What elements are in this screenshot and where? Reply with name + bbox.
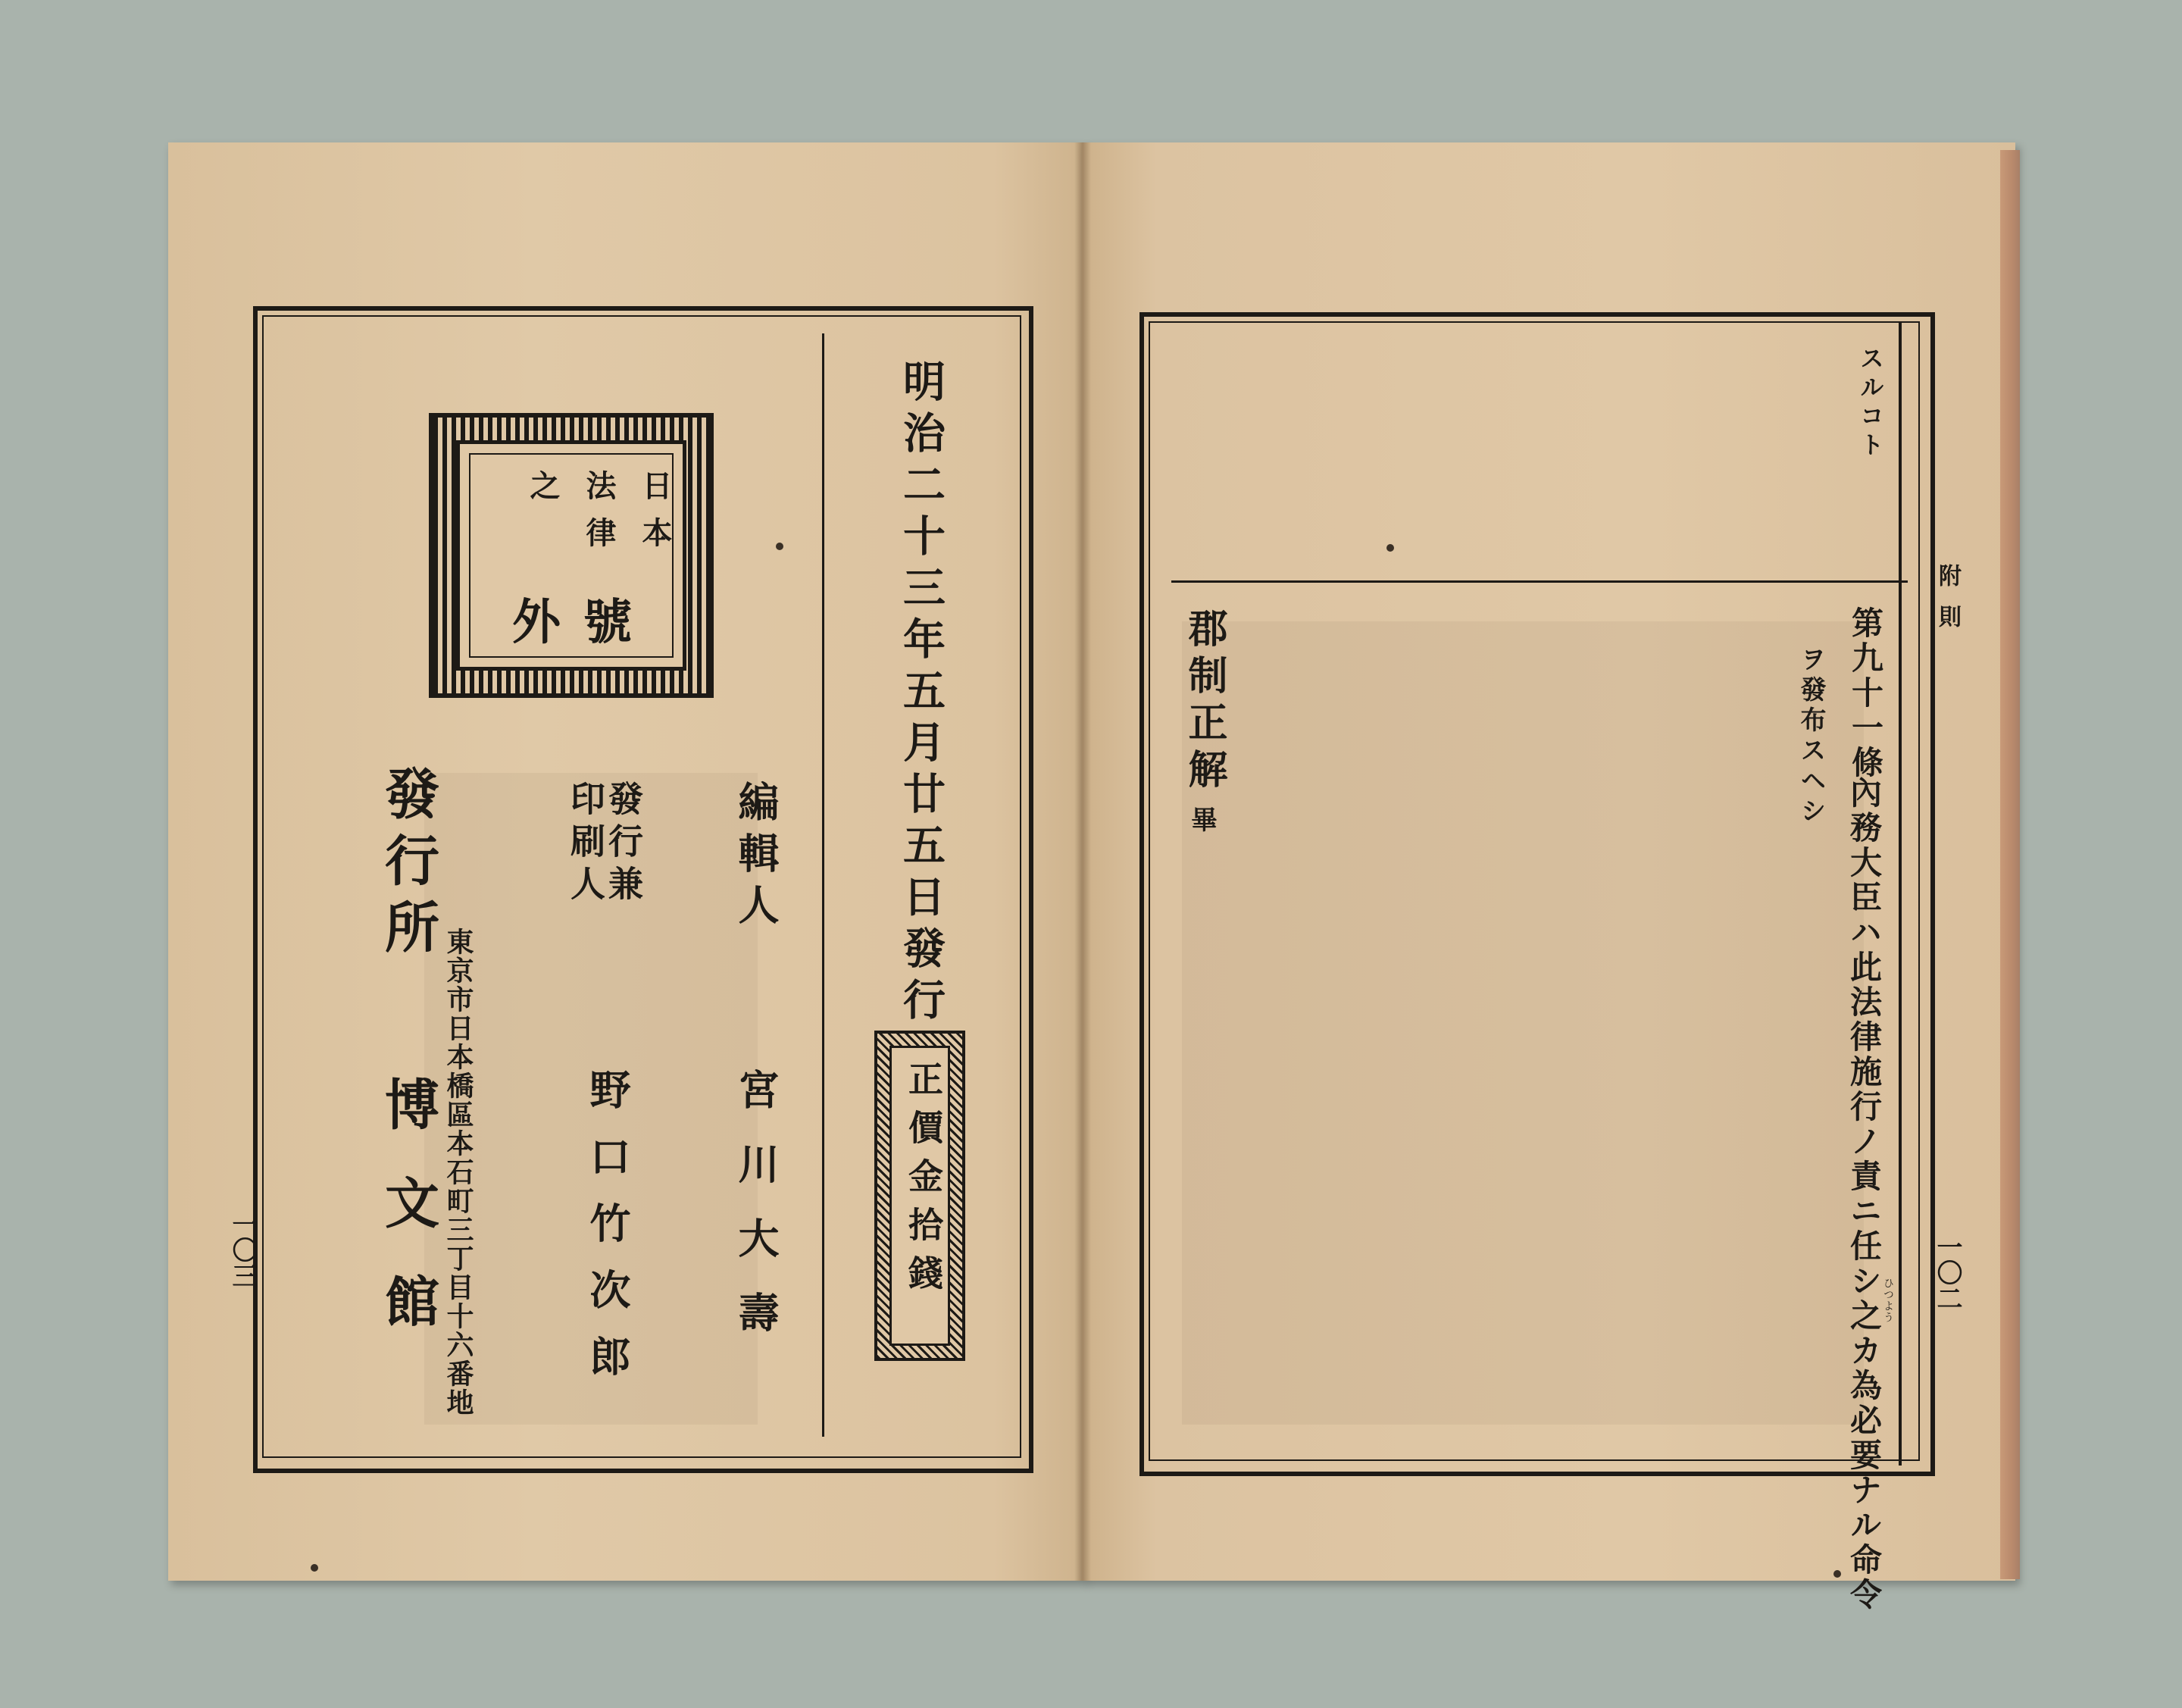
publisher-name: 野口竹次郎 (583, 1068, 632, 1402)
page-edge (2000, 150, 2020, 1579)
text-column-rule (1899, 321, 1902, 1466)
issuer-name: 博文館 (376, 1076, 440, 1372)
issuer-label: 發行所 (376, 765, 440, 965)
page-number-right: 一〇二 (1932, 1234, 1962, 1311)
colophon-divider (822, 333, 824, 1437)
page-number-left: 一〇三 (227, 1211, 258, 1288)
publisher-role-bottom: 印刷人 (565, 780, 606, 908)
book-spine (1074, 142, 1091, 1581)
issuer-address: 東京市日本橋區本石町三丁目十六番地 (442, 928, 474, 1417)
section-rule (1171, 580, 1908, 583)
editor-name: 宮川大壽 (732, 1068, 780, 1365)
closing-mark: 畢 (1186, 806, 1217, 832)
section-header: 附則 (1934, 564, 1961, 646)
ruby-hitsuyou: ひつよう (1882, 1278, 1894, 1323)
emblem-title-text: 號外 (512, 594, 655, 651)
emblem-title (500, 583, 667, 653)
emblem-line-3: 之 (525, 470, 561, 500)
article-text-cont: ヲ發布スヘシ (1796, 646, 1826, 827)
closing-title: 郡制正解 (1181, 608, 1227, 796)
publisher-role-top: 發行兼 (603, 780, 644, 908)
text-frame-inner (1149, 321, 1920, 1461)
article-heading: 第九十一條 (1847, 606, 1884, 780)
colophon-date: 明治二十三年五月廿五日發行 (896, 359, 946, 1029)
editor-role: 編輯人 (732, 780, 780, 935)
price-label: 正價金拾錢 (903, 1061, 944, 1303)
article-text-main: 內務大臣ハ此法律施行ノ責ニ任シ之カ為必要ナル命令 (1846, 776, 1883, 1613)
emblem-line-1: 日本 (637, 470, 673, 564)
emblem-line-2: 法律 (581, 470, 617, 564)
top-note: スルコト (1856, 346, 1885, 461)
